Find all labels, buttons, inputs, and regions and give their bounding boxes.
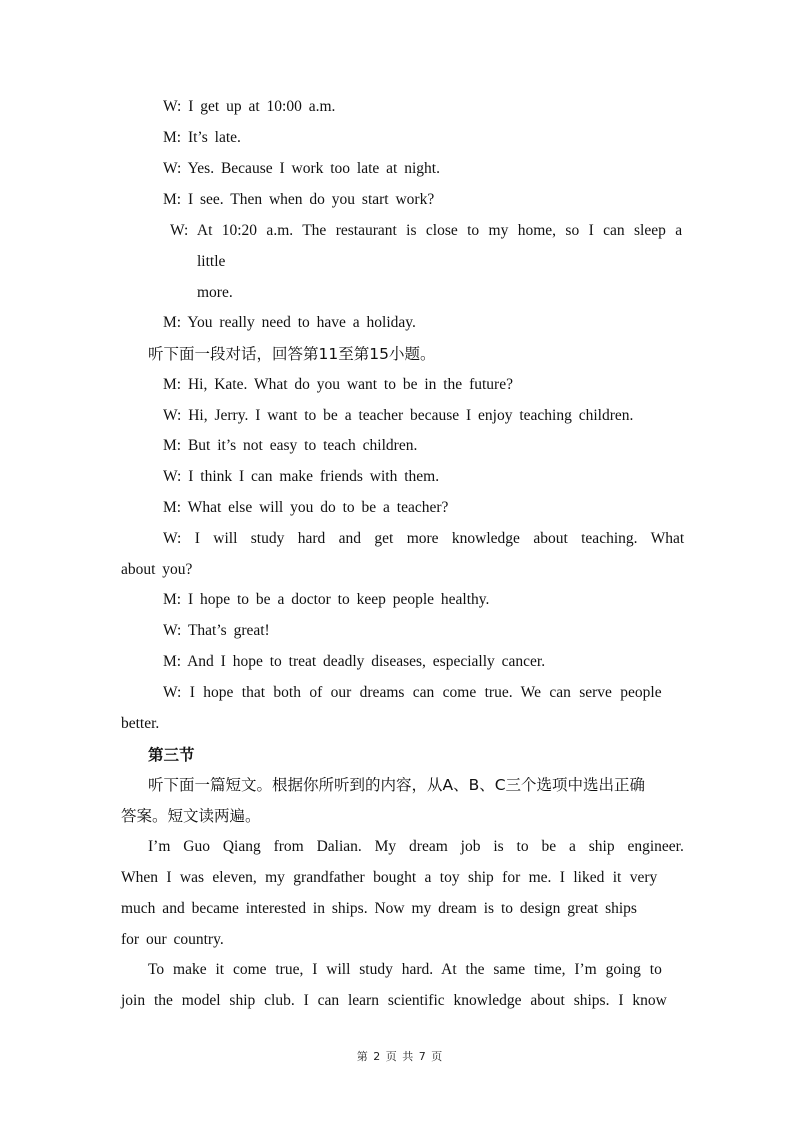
section-instruction-line: 听下面一篇短文。根据你所听到的内容，从A、B、C三个选项中选出正确 <box>148 776 646 794</box>
dialogue-line: M: I hope to be a doctor to keep people healthy. <box>163 591 490 608</box>
passage-line: for our country. <box>121 931 224 948</box>
dialogue-line: W: I get up at 10:00 a.m. <box>163 98 336 115</box>
dialogue-line: W: I think I can make friends with them. <box>163 468 440 485</box>
passage-line: much and became interested in ships. Now my dream is to design great ships <box>121 900 637 917</box>
passage-line: When I was eleven, my grandfather bought a toy ship for me. I liked it very <box>121 869 658 886</box>
passage-line: To make it come true, I will study hard. At the same time, I’m going to <box>148 961 662 978</box>
dialogue-line: W: I will study hard and get more knowledge about teaching. What <box>163 530 685 547</box>
dialogue-line: M: What else will you do to be a teacher? <box>163 499 449 516</box>
question-instruction: 听下面一段对话，回答第11至第15小题。 <box>148 345 436 363</box>
dialogue-line: W: Yes. Because I work too late at night. <box>163 160 440 177</box>
section-heading: 第三节 <box>148 746 195 764</box>
dialogue-line: W: That’s great! <box>163 622 270 639</box>
dialogue-line: M: You really need to have a holiday. <box>163 314 416 331</box>
dialogue-line: W: Hi, Jerry. I want to be a teacher because I enjoy teaching children. <box>163 407 634 424</box>
dialogue-line: W: I hope that both of our dreams can come true. We can serve people <box>163 684 662 701</box>
passage-line: I’m Guo Qiang from Dalian. My dream job is to be a ship engineer. <box>148 838 684 855</box>
dialogue-line: M: And I hope to treat deadly diseases, especially cancer. <box>163 653 546 670</box>
dialogue-line: M: It’s late. <box>163 129 241 146</box>
section-instruction-line: 答案。短文读两遍。 <box>121 807 261 825</box>
page-number-footer: 第 2 页 共 7 页 <box>356 1050 444 1063</box>
dialogue-line-continued: more. <box>197 284 233 301</box>
dialogue-line: M: But it’s not easy to teach children. <box>163 437 418 454</box>
passage-line: join the model ship club. I can learn scientific knowledge about ships. I know <box>121 992 667 1009</box>
dialogue-line: M: I see. Then when do you start work? <box>163 191 435 208</box>
dialogue-line-continued: better. <box>121 715 160 732</box>
dialogue-line: W: At 10:20 a.m. The restaurant is close to my home, so I can sleep a <box>170 222 683 239</box>
dialogue-line: M: Hi, Kate. What do you want to be in the future? <box>163 376 513 393</box>
dialogue-line-continued: little <box>197 253 226 270</box>
dialogue-line-continued: about you? <box>121 561 193 578</box>
